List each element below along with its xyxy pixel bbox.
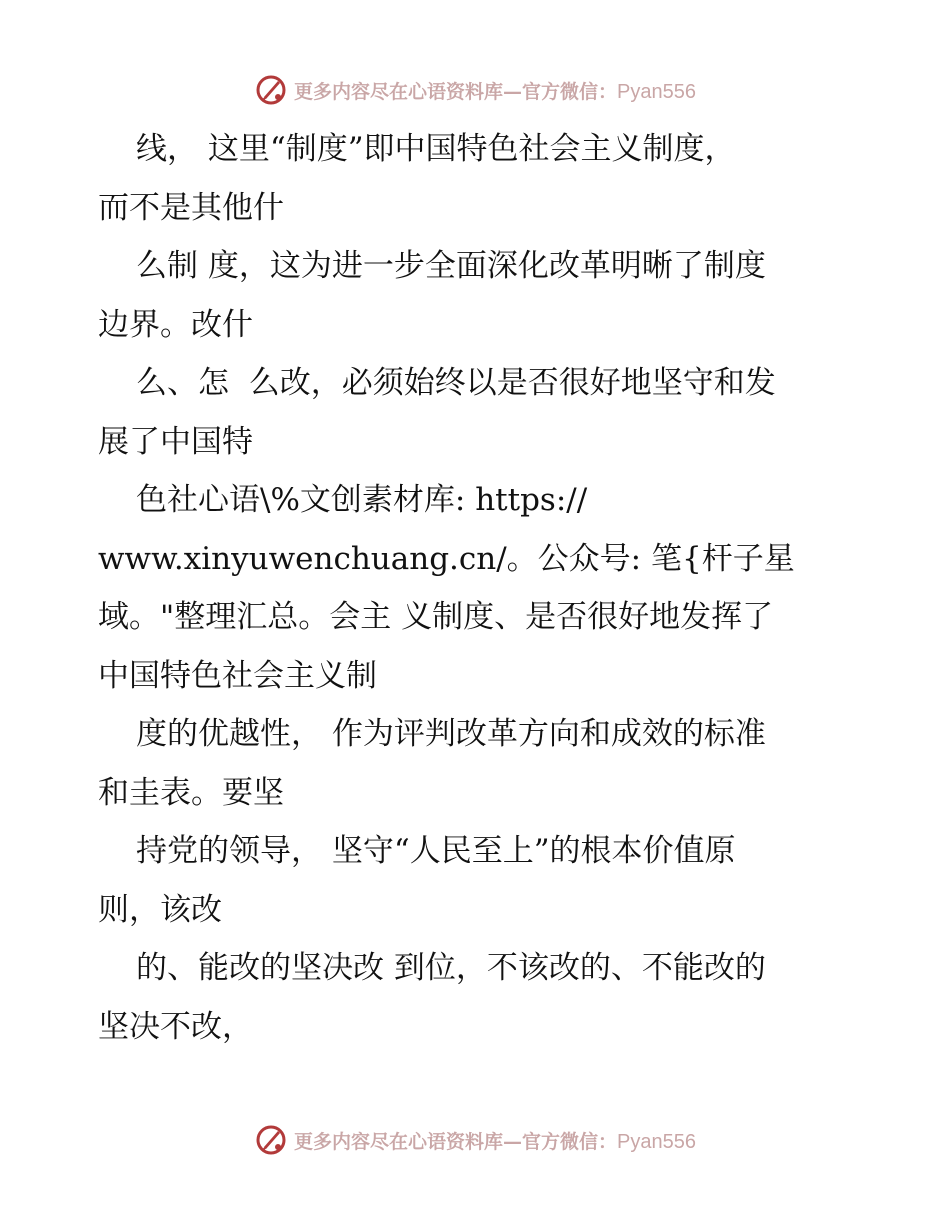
banner-slogan: 更多内容尽在心语资料库—官方微信：: [294, 1130, 618, 1153]
text-line: www.xinyuwenchuang.cn/。公众号: 笔{杆子星: [98, 540, 795, 577]
text-line: 色社心语\%文创素材库: https://: [136, 482, 588, 518]
text-line: 则，该改: [98, 891, 222, 928]
banner-text: [294, 77, 696, 104]
wechat-id: Pyan556: [617, 80, 696, 103]
quill-seal-icon: [254, 1123, 288, 1157]
text-line: 的、能改的坚决改 到位，不该改的、不能改的: [136, 950, 766, 986]
text-line: 域。"整理汇总。会主 义制度、是否很好地发挥了: [98, 599, 774, 635]
text-line: 边界。改什: [98, 306, 253, 343]
banner-slogan: 更多内容尽在心语资料库—官方微信：: [294, 80, 618, 103]
text-line: 坚决不改，: [98, 1008, 253, 1045]
wechat-id: Pyan556: [617, 1130, 696, 1153]
text-line: 而不是其他什: [98, 189, 284, 226]
text-line: 度的优越性， 作为评判改革方向和成效的标准: [136, 716, 766, 752]
document-body: [98, 120, 878, 1056]
text-line: 和圭表。要坚: [98, 774, 284, 811]
banner-text: [294, 1127, 696, 1154]
text-line: 么、怎 么改，必须始终以是否很好地坚守和发: [136, 365, 776, 401]
header-banner: [0, 68, 950, 112]
text-line: 线， 这里“制度”即中国特色社会主义制度，: [136, 131, 736, 167]
text-line: 展了中国特: [98, 423, 253, 460]
text-line: 持党的领导， 坚守“人民至上”的根本价值原: [136, 833, 736, 869]
quill-seal-icon: [254, 73, 288, 107]
footer-banner: [0, 1118, 950, 1162]
text-line: 么制 度，这为进一步全面深化改革明晰了制度: [136, 248, 766, 284]
text-line: 中国特色社会主义制: [98, 657, 377, 694]
